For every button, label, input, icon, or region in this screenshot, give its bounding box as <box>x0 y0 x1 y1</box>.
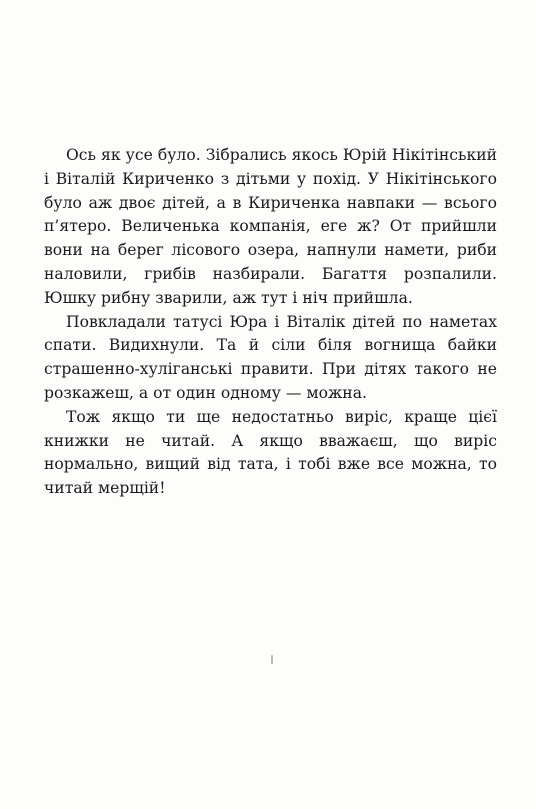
page-speck <box>271 655 273 664</box>
body-text <box>44 144 497 501</box>
paragraph-3: Тож якщо ти ще недостатньо виріс, краще цієї книжки не читай. А якщо вважаєш, що виріс нормально, вищий від тата, і тобі вже все можна, то читай мерщій! <box>44 407 497 498</box>
paragraph-2: Повкладали татусі Юра і Віталік дітей по наметах спати. Видихнули. Та й сіли біля вогнища байки страшенно-хуліганські правити. При дітях такого не розкажеш, а от один одному — можна. <box>44 312 497 402</box>
paragraph-1: Ось як усе було. Зібрались якось Юрій Нікітінський і Віталій Кириченко з дітьми у похід. У Нікітінського було аж двоє дітей, а в Кириченка навпаки — всього п’ятеро. Величенька компанія, еге ж? От прийшли вони на берег лісового озера, напнули намети, риби наловили, грибів назбирали. Багаття розпалили. Юшку рибну зварили, аж тут і ніч прийшла. <box>44 146 497 307</box>
